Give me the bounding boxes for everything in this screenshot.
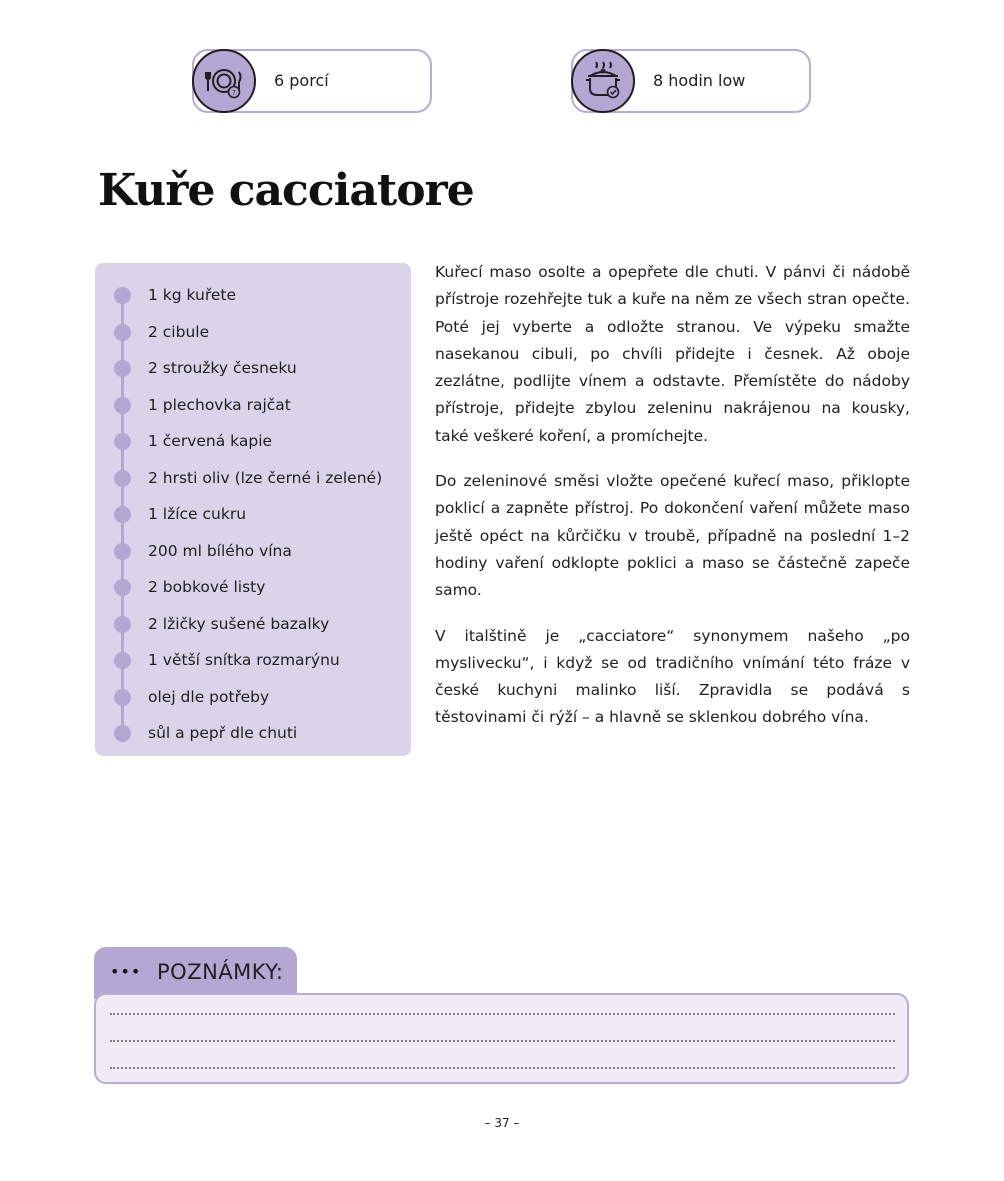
bullet-dot-icon [114,616,131,633]
ingredient-item [95,642,411,679]
instructions [435,259,910,750]
page-number: – 37 – [484,1116,520,1130]
ingredient-item [95,569,411,606]
plate-cutlery-icon [192,49,256,113]
ingredient-item [95,606,411,643]
ingredient-item [95,715,411,752]
ingredient-text: 1 plechovka rajčat [148,395,291,414]
bullet-dot-icon [114,689,131,706]
recipe-title: Kuře cacciatore [98,165,474,216]
svg-text:?: ? [232,89,236,97]
cooking-time-badge [571,49,811,113]
ingredient-text: 2 cibule [148,322,210,341]
ingredient-text: 2 stroužky česneku [148,359,297,378]
ingredient-item [95,533,411,570]
ingredient-item [95,460,411,497]
bullet-dot-icon [114,543,131,560]
ingredient-text: 1 červená kapie [148,432,273,451]
bullet-dot-icon [114,652,131,669]
bullet-dot-icon [114,287,131,304]
ingredient-item [95,423,411,460]
ingredient-text: 1 kg kuřete [148,286,237,305]
bullet-dot-icon [114,470,131,487]
bullet-dot-icon [114,725,131,742]
ingredient-item [95,387,411,424]
notes-line [110,1067,895,1069]
ingredients-list [95,277,411,752]
servings-text: 6 porcí [274,71,329,90]
notes-line [110,1040,895,1042]
bullet-dot-icon [114,579,131,596]
dots-icon: ••• [110,962,142,981]
instruction-paragraph: V italštině je „cacciatore“ synonymem našeho „po myslivecku“, i když se od tradičního vnímání této fráze v české kuchyni malinko liší. Zpravidla se podává s těstovinami či rýží – a hlavně se sklenkou dobrého vína. [435,626,910,727]
notes-area[interactable] [94,993,909,1084]
instruction-paragraph: Kuřecí maso osolte a opepřete dle chuti. V pánvi či nádobě přístroje rozehřejte tuk a kuře na něm ze všech stran opečte. Poté jej vyberte a odložte stranou. Ve výpeku smažte nasekanou cibuli, po chvíli přidejte i česnek. Až oboje zezlátne, podlijte vínem a odstavte. Přemístěte do nádoby přístroje, přidejte zbylou zeleninu nakrájenou na kousky, také veškeré koření, a promíchejte. [435,263,910,445]
ingredient-item [95,350,411,387]
ingredient-text: olej dle potřeby [148,687,270,706]
ingredient-item [95,277,411,314]
cooking-time-text: 8 hodin low [653,71,746,90]
instruction-paragraph: Do zeleninové směsi vložte opečené kuřecí maso, přiklopte poklicí a zapněte přístroj. Po dokončení vaření můžete maso ještě opéct na kůrčičku v troubě, případně na poslední 1–2 hodiny vaření odklopte poklici a maso se částečně zapeče samo. [435,472,910,600]
ingredient-item [95,679,411,716]
ingredient-item [95,496,411,533]
ingredient-text: 200 ml bílého vína [148,541,292,560]
ingredient-text: sůl a pepř dle chuti [148,724,298,743]
slow-cooker-icon [571,49,635,113]
ingredient-text: 2 hrsti oliv (lze černé i zelené) [148,468,383,487]
notes-title: POZNÁMKY: [157,960,284,984]
bullet-dot-icon [114,506,131,523]
ingredients-panel [95,263,411,756]
ingredient-item [95,314,411,351]
bullet-dot-icon [114,433,131,450]
notes-tab [94,947,297,999]
servings-badge [192,49,432,113]
bullet-dot-icon [114,324,131,341]
ingredient-text: 2 bobkové listy [148,578,266,597]
ingredient-text: 1 lžíce cukru [148,505,247,524]
ingredient-text: 1 větší snítka rozmarýnu [148,651,340,670]
ingredient-text: 2 lžičky sušené bazalky [148,614,330,633]
bullet-dot-icon [114,397,131,414]
bullet-dot-icon [114,360,131,377]
notes-line [110,1013,895,1015]
